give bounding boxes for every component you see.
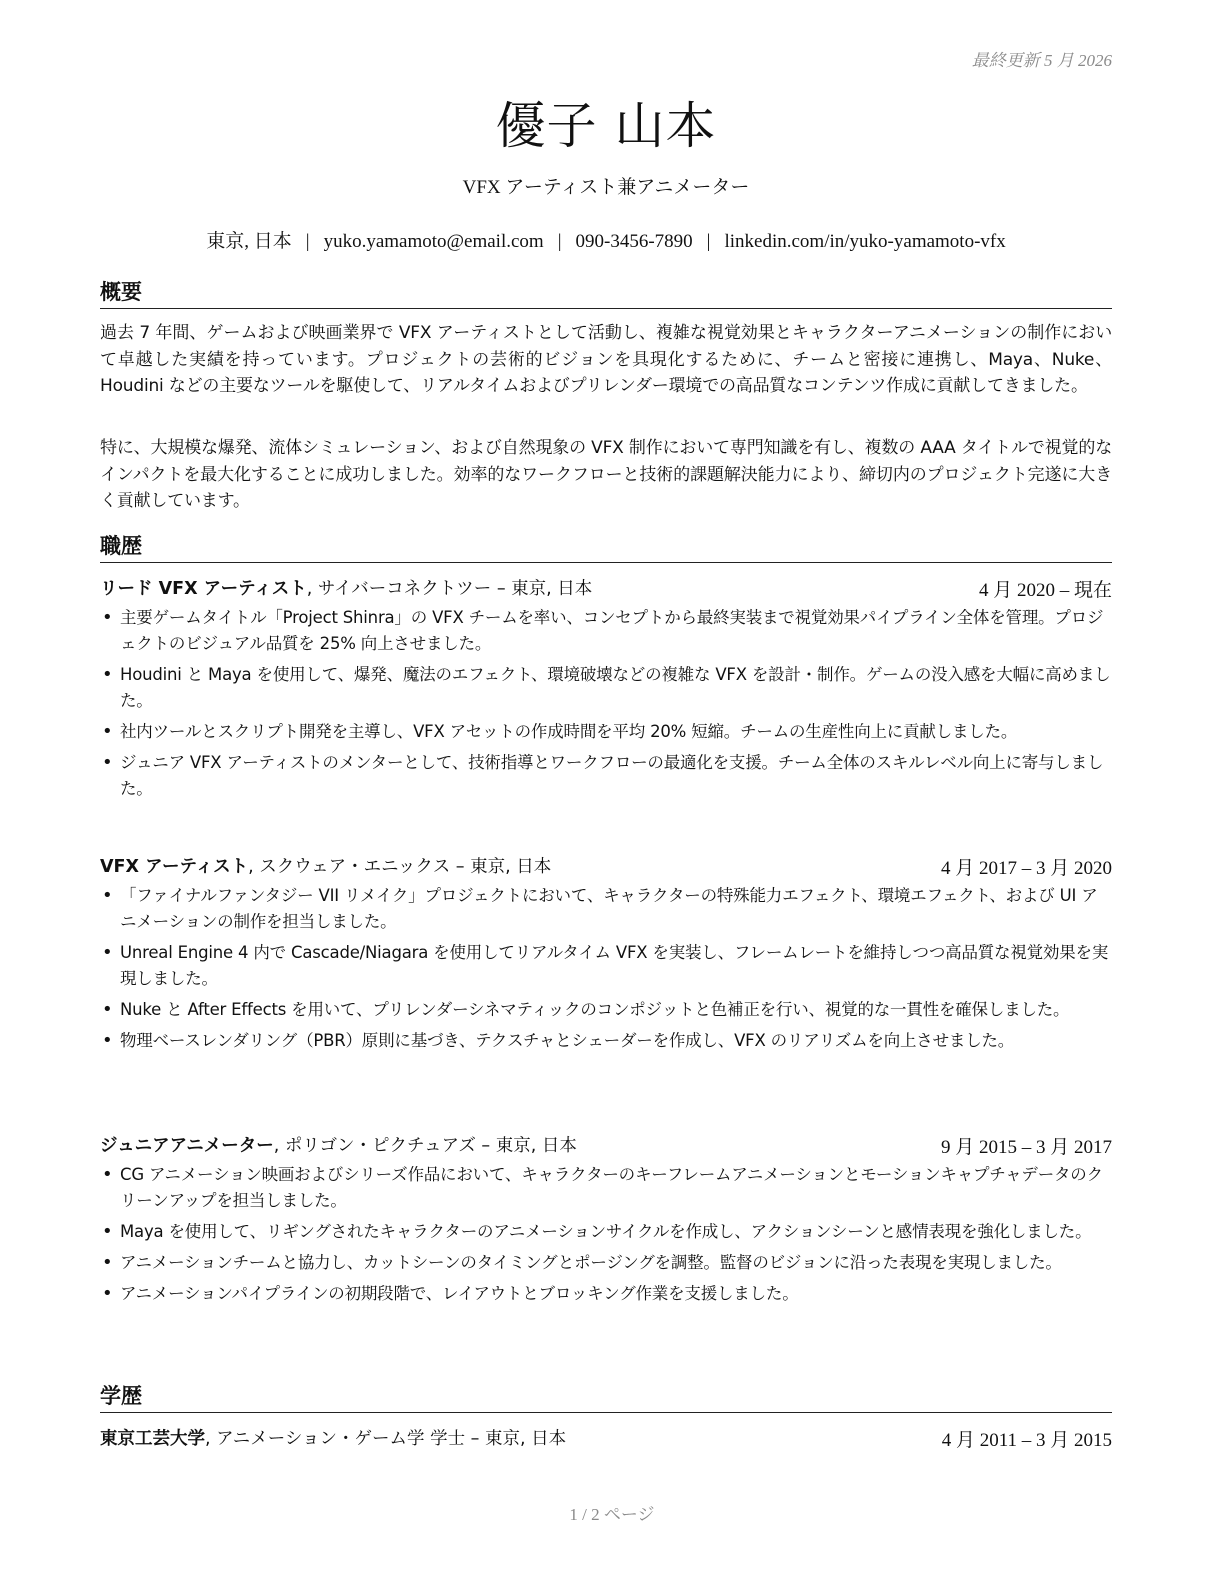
list-item: • 主要ゲームタイトル「Project Shinra」の VFX チームを率い、コンセプトから最終実装まで視覚効果パイプライン全体を管理。プロジェクトのビジュアル品質を 25% 向上させました。 <box>100 605 1112 657</box>
job-company: , スクウェア・エニックス – 東京, 日本 <box>248 857 552 877</box>
last-updated: 最終更新 5 月 2026 <box>971 51 1112 70</box>
job-title: ジュニアアニメーター <box>100 1136 274 1156</box>
job-dates: 4 月 2017 – 3 月 2020 <box>940 858 1112 879</box>
job-company: , ポリゴン・ピクチュアズ – 東京, 日本 <box>273 1136 577 1156</box>
contact-separator: | <box>706 231 711 252</box>
education-dates: 4 月 2011 – 3 月 2015 <box>941 1430 1112 1451</box>
job-header <box>100 853 1112 880</box>
list-item: • Houdini と Maya を使用して、爆発、魔法のエフェクト、環境破壊などの複雑な VFX を設計・制作。ゲームの没入感を大幅に高めました。 <box>100 662 1112 714</box>
list-item: • ジュニア VFX アーティストのメンターとして、技術指導とワークフローの最適化を支援。チーム全体のスキルレベル向上に寄与しました。 <box>100 750 1112 802</box>
job-header <box>100 575 1112 602</box>
job-bullets <box>100 605 1112 807</box>
contact-separator: | <box>557 231 562 252</box>
job-dates: 9 月 2015 – 3 月 2017 <box>940 1137 1112 1158</box>
education-header <box>100 1425 1112 1452</box>
list-item: • 「ファイナルファンタジー VII リメイク」プロジェクトにおいて、キャラクターの特殊能力エフェクト、環境エフェクト、および UI アニメーションの制作を担当しました。 <box>100 883 1112 935</box>
list-item: • Unreal Engine 4 内で Cascade/Niagara を使用してリアルタイム VFX を実装し、フレームレートを維持しつつ高品質な視覚効果を実現しました。 <box>100 940 1112 992</box>
list-item: • Nuke と After Effects を用いて、プリレンダーシネマティックのコンポジットと色補正を行い、視覚的な一貫性を確保しました。 <box>100 997 1112 1023</box>
list-item: • アニメーションパイプラインの初期段階で、レイアウトとブロッキング作業を支援しました。 <box>100 1281 1112 1307</box>
contact-separator: | <box>305 231 310 252</box>
job-bullets <box>100 883 1112 1059</box>
job-dates: 4 月 2020 – 現在 <box>978 580 1112 601</box>
job-header <box>100 1132 1112 1159</box>
candidate-role: VFX アーティスト兼アニメーター <box>462 177 750 198</box>
job-title: VFX アーティスト <box>100 857 249 877</box>
list-item: • 社内ツールとスクリプト開発を主導し、VFX アセットの作成時間を平均 20% 短縮。チームの生産性向上に貢献しました。 <box>100 719 1112 745</box>
summary-paragraph: 過去 7 年間、ゲームおよび映画業界で VFX アーティストとして活動し、複雑な視覚効果とキャラクターアニメーションの制作において卓越した実績を持っています。プロジェクトの芸術的ビジョンを具現化するために、チームと密接に連携し、Maya、Nuke、Houdini などの主要なツールを駆使して、リアルタイムおよびプリレンダー環境での高品質なコンテンツ作成に貢献してきました。 <box>100 323 1112 396</box>
contact-linkedin[interactable]: linkedin.com/in/yuko-yamamoto-vfx <box>724 231 1006 252</box>
contact-location: 東京, 日本 <box>206 231 292 252</box>
list-item: • CG アニメーション映画およびシリーズ作品において、キャラクターのキーフレームアニメーションとモーションキャプチャデータのクリーンアップを担当しました。 <box>100 1162 1112 1214</box>
degree: , アニメーション・ゲーム学 学士 – 東京, 日本 <box>205 1429 567 1449</box>
section-title-summary: 概要 <box>100 276 1112 309</box>
page-number: 1 / 2 ページ <box>569 1505 655 1524</box>
contact-phone[interactable]: 090-3456-7890 <box>575 231 693 252</box>
contact-email[interactable]: yuko.yamamoto@email.com <box>323 231 544 252</box>
job-company: , サイバーコネクトツー – 東京, 日本 <box>306 579 593 599</box>
section-title-education: 学歴 <box>100 1380 1112 1413</box>
summary-paragraph: 特に、大規模な爆発、流体シミュレーション、および自然現象の VFX 制作において専門知識を有し、複数の AAA タイトルで視覚的なインパクトを最大化することに成功しました。効率的なワークフローと技術的課題解決能力により、締切内のプロジェクト完遂に大きく貢献しています。 <box>100 438 1112 511</box>
section-title-experience: 職歴 <box>100 530 1112 563</box>
list-item: • 物理ベースレンダリング（PBR）原則に基づき、テクスチャとシェーダーを作成し、VFX のリアリズムを向上させました。 <box>100 1028 1112 1054</box>
job-title: リード VFX アーティスト <box>100 579 307 599</box>
school-name: 東京工芸大学 <box>100 1429 205 1449</box>
job-bullets <box>100 1162 1112 1312</box>
list-item: • アニメーションチームと協力し、カットシーンのタイミングとポージングを調整。監督のビジョンに沿った表現を実現しました。 <box>100 1250 1112 1276</box>
contact-line <box>100 226 1112 253</box>
list-item: • Maya を使用して、リギングされたキャラクターのアニメーションサイクルを作成し、アクションシーンと感情表現を強化しました。 <box>100 1219 1112 1245</box>
candidate-name: 優子 山本 <box>495 97 717 155</box>
